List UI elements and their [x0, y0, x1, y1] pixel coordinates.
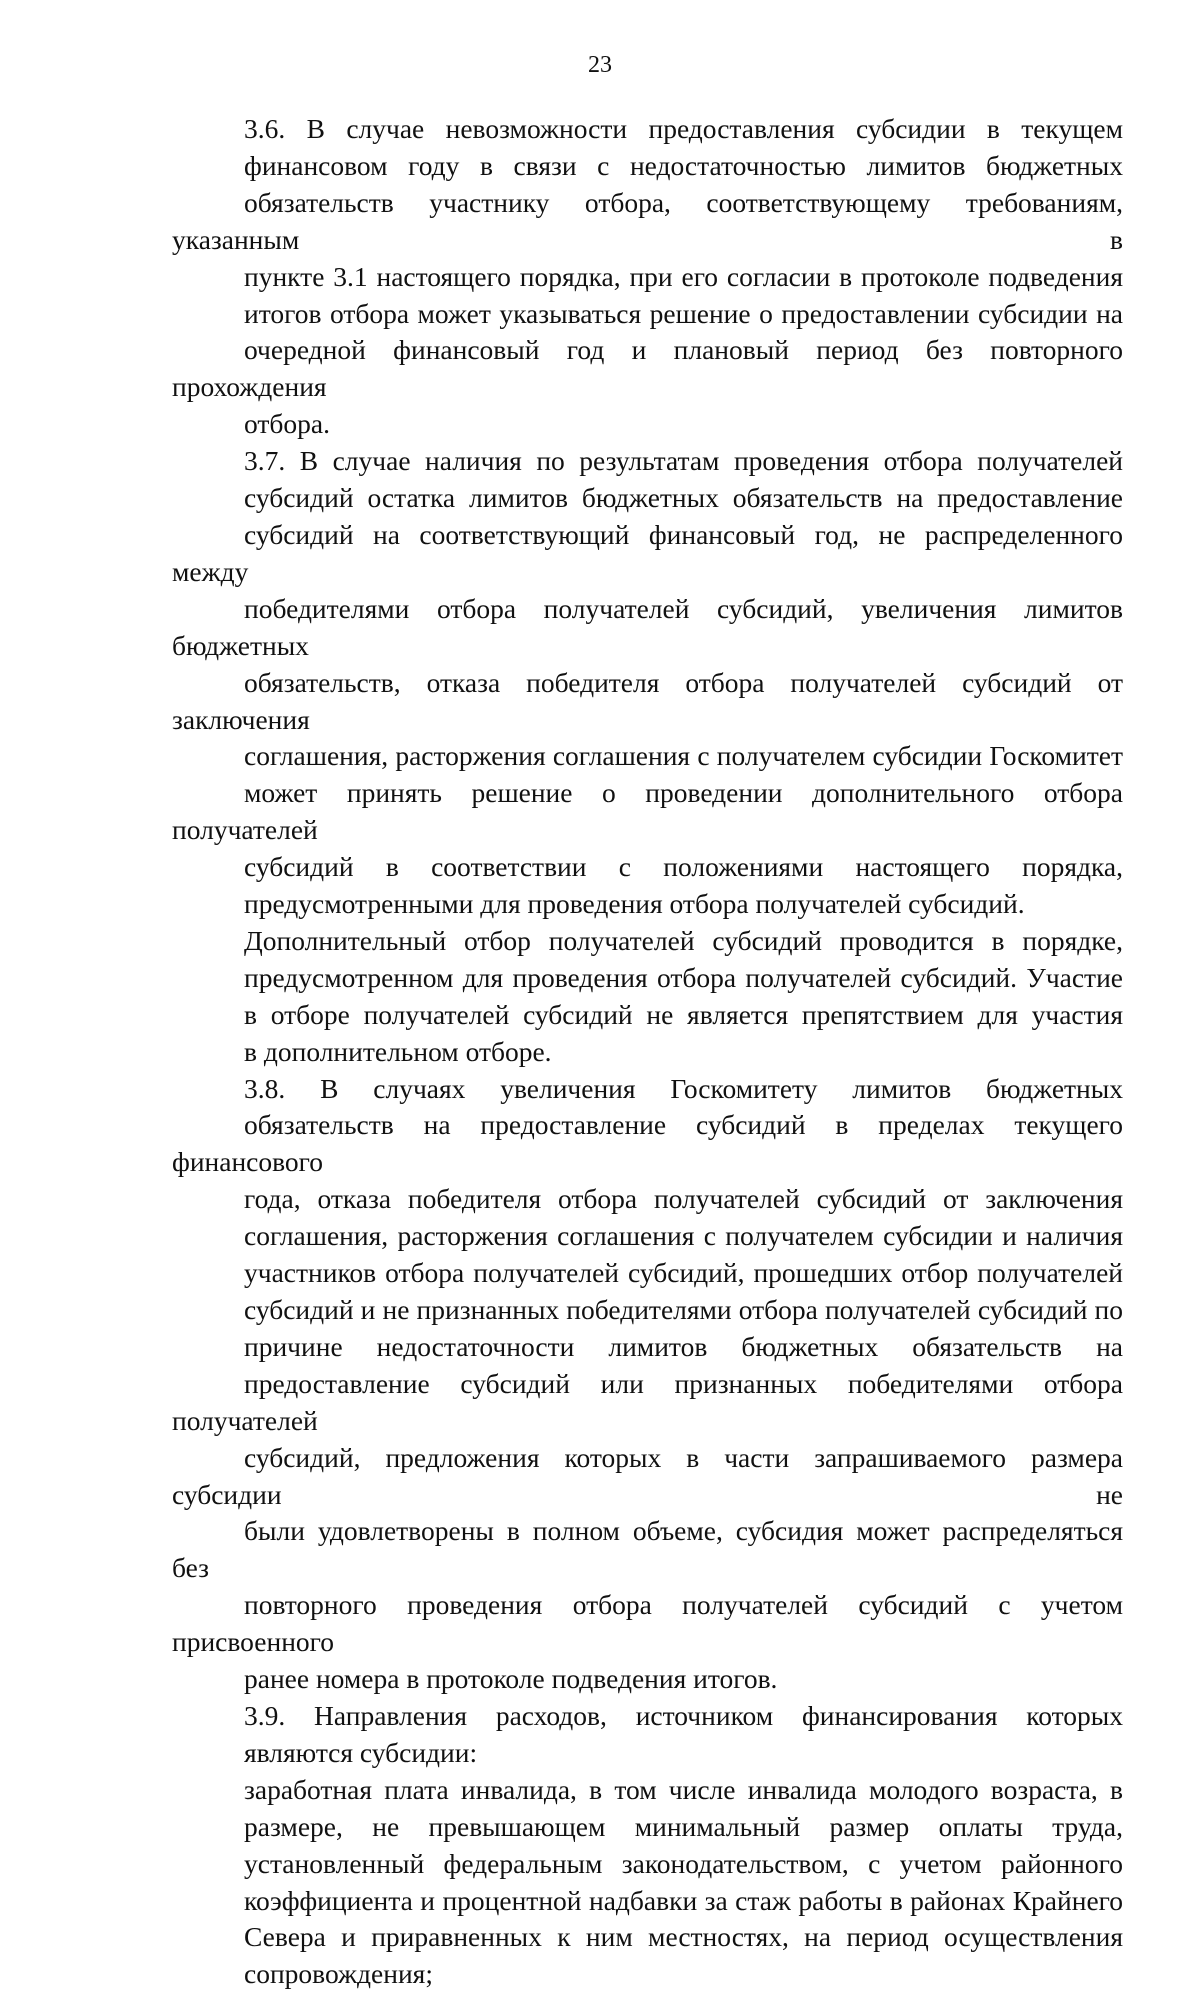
text-line: 3.9. Направления расходов, источником финансирования которых — [244, 1699, 1123, 1731]
text-line: являются субсидии: — [244, 1736, 478, 1768]
text-line: года, отказа победителя отбора получателей субсидий от заключения — [244, 1183, 1123, 1215]
text-line: субсидий остатка лимитов бюджетных обязательств на предоставление — [244, 482, 1123, 514]
document-body — [172, 111, 1123, 1993]
text-line: размере, не превышающем минимальный размер оплаты труда, — [244, 1810, 1123, 1842]
text-line: отбора. — [244, 408, 330, 440]
text-line: повторного проведения отбора получателей субсидий с учетом присвоенного — [172, 1589, 1123, 1658]
text-line: 3.7. В случае наличия по результатам проведения отбора получателей — [244, 445, 1123, 477]
text-line: 3.8. В случаях увеличения Госкомитету лимитов бюджетных — [244, 1072, 1123, 1104]
paragraph-p-3-7 — [172, 443, 1123, 923]
text-line: ранее номера в протоколе подведения итогов. — [244, 1663, 778, 1695]
paragraph-p-3-6 — [172, 111, 1123, 443]
paragraph-p-salary — [172, 1772, 1123, 1993]
text-line: причине недостаточности лимитов бюджетных обязательств на — [244, 1330, 1123, 1362]
text-line: победителями отбора получателей субсидий, увеличения лимитов бюджетных — [172, 592, 1123, 661]
text-line: субсидий в соответствии с положениями настоящего порядка, — [244, 851, 1123, 883]
paragraph-p-additional — [172, 923, 1123, 1071]
text-line: обязательств участнику отбора, соответствующему требованиям, указанным в — [172, 186, 1123, 255]
text-line: в дополнительном отборе. — [244, 1035, 552, 1067]
text-line: очередной финансовый год и плановый период без повторного прохождения — [172, 334, 1123, 403]
text-line: субсидий и не признанных победителями отбора получателей субсидий по — [244, 1294, 1123, 1325]
paragraph-p-3-8 — [172, 1071, 1123, 1698]
text-line: обязательств, отказа победителя отбора получателей субсидий от заключения — [172, 666, 1123, 735]
paragraph-p-3-9 — [172, 1698, 1123, 1772]
text-line: соглашения, расторжения соглашения с получателем субсидии и наличия — [244, 1220, 1123, 1252]
text-line: участников отбора получателей субсидий, прошедших отбор получателей — [244, 1257, 1123, 1289]
text-line: предусмотренном для проведения отбора получателей субсидий. Участие — [244, 961, 1123, 993]
text-line: 3.6. В случае невозможности предоставления субсидии в текущем — [244, 113, 1123, 144]
text-line: предусмотренными для проведения отбора получателей субсидий. — [244, 888, 1025, 920]
page-number: 23 — [588, 52, 612, 78]
text-line: заработная плата инвалида, в том числе инвалида молодого возраста, в — [244, 1773, 1123, 1805]
text-line: итогов отбора может указываться решение о предоставлении субсидии на — [244, 297, 1123, 329]
text-line: Севера и приравненных к ним местностях, на период осуществления — [244, 1921, 1123, 1953]
text-line: коэффициента и процентной надбавки за стаж работы в районах Крайнего — [244, 1884, 1123, 1916]
text-line: соглашения, расторжения соглашения с получателем субсидии Госкомитет — [244, 740, 1123, 772]
text-line: обязательств на предоставление субсидий в пределах текущего финансового — [172, 1109, 1123, 1178]
text-line: установленный федеральным законодательством, с учетом районного — [244, 1847, 1123, 1879]
text-line: может принять решение о проведении дополнительного отбора получателей — [172, 777, 1123, 846]
text-line: субсидий на соответствующий финансовый год, не распределенного между — [172, 518, 1123, 587]
text-line: финансовом году в связи с недостаточностью лимитов бюджетных — [244, 149, 1123, 181]
text-line: сопровождения; — [244, 1958, 433, 1990]
text-line: были удовлетворены в полном объеме, субсидия может распределяться без — [172, 1515, 1123, 1584]
text-line: пункте 3.1 настоящего порядка, при его согласии в протоколе подведения — [244, 260, 1123, 292]
text-line: предоставление субсидий или признанных победителями отбора получателей — [172, 1367, 1123, 1436]
text-line: субсидий, предложения которых в части запрашиваемого размера субсидии не — [172, 1441, 1123, 1510]
text-line: в отборе получателей субсидий не является препятствием для участия — [244, 998, 1123, 1030]
text-line: Дополнительный отбор получателей субсидий проводится в порядке, — [244, 924, 1123, 956]
